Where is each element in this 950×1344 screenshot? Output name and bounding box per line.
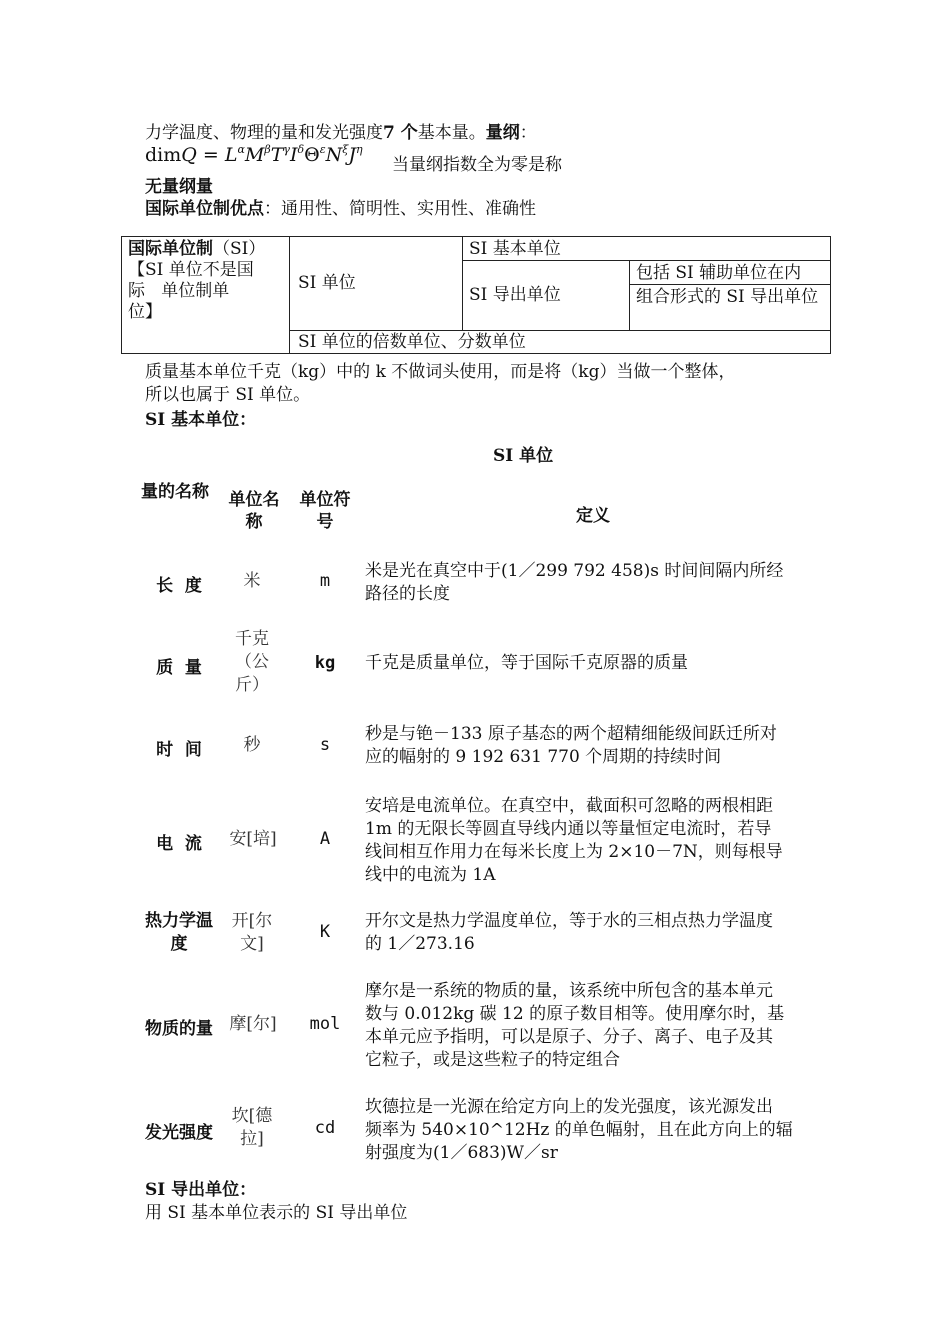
unit-name-line: （公 [235, 652, 269, 672]
formula-exp-delta: δ [297, 143, 305, 156]
dimensionless-term: 无量纲量 [145, 177, 213, 197]
formula-exp-epsilon: ε [319, 143, 326, 156]
table-caption: SI 单位 [493, 446, 554, 466]
unit-name [222, 910, 282, 956]
kg-note-line-1: 质量基本单位千克（kg）中的 k 不做词头使用，而是将（kg）当做一个整体， [145, 362, 736, 382]
quantity-name-line: 度 [170, 934, 188, 954]
unit-name-line: 斤） [235, 675, 269, 695]
formula-term-m: M [244, 144, 265, 166]
framework-note-1: 【SI 单位不是国 [128, 260, 254, 280]
definition-line: 坎德拉是一光源在给定方向上的发光强度，该光源发出 [365, 1097, 773, 1117]
si-units-label: SI 单位 [298, 273, 356, 293]
header-symbol [292, 489, 358, 533]
formula-term-j: J [348, 144, 356, 166]
quantity-name-line: 热力学温 [145, 911, 213, 931]
header-quantity: 量的名称 [141, 482, 209, 502]
dimension-formula [145, 143, 363, 166]
definition-line: 它粒子，或是这些粒子的特定组合 [365, 1050, 620, 1070]
formula-term-n: N [325, 144, 343, 166]
quantity-name: 质 量 [156, 658, 202, 678]
unit-definition [365, 980, 827, 1072]
kg-note-line-2: 所以也属于 SI 单位。 [145, 385, 311, 405]
base-units-heading: SI 基本单位： [145, 410, 257, 430]
table-row [140, 722, 830, 772]
formula-prefix: dim [145, 144, 182, 166]
formula-q: Q [181, 144, 197, 166]
formula-exp-gamma: γ [283, 143, 290, 156]
dimension-colon: ： [519, 123, 537, 143]
definition-line: 的 1／273.16 [365, 934, 475, 954]
advantages-label: 国际单位制优点 [145, 199, 264, 219]
header-definition: 定义 [576, 506, 610, 526]
definition-line: 摩尔是一系统的物质的量，该系统中所包含的基本单元 [365, 981, 773, 1001]
header-symbol-1: 单位符 [299, 490, 351, 510]
dimension-label: 量纲 [485, 123, 520, 143]
unit-symbol: m [319, 571, 331, 591]
unit-name: 安[培] [229, 829, 277, 849]
unit-name: 摩[尔] [229, 1014, 277, 1034]
advantages-text: ：通用性、简明性、实用性、准确性 [264, 199, 536, 219]
unit-name [222, 628, 282, 697]
header-unit-name-2: 称 [245, 512, 263, 532]
formula-exp-alpha: α [237, 143, 245, 156]
table-row [140, 628, 830, 700]
unit-symbol: mol [309, 1014, 341, 1034]
formula-note: 当量纲指数全为零是称 [392, 155, 562, 175]
formula-term-theta: Θ [304, 144, 320, 166]
definition-line: 1m 的无限长等圆直导线内通以等量恒定电流时，若导 [365, 819, 772, 839]
derived-combined-cell [630, 285, 830, 331]
header-unit-name-1: 单位名 [228, 490, 280, 510]
unit-name-line: 开[尔 [231, 911, 273, 931]
unit-symbol: A [319, 829, 331, 849]
definition-line: 射强度为(1／683)W／sr [365, 1143, 558, 1163]
unit-definition [365, 560, 827, 606]
framework-title-bold: 国际单位制 [128, 239, 213, 259]
advantages-line [145, 194, 536, 219]
unit-definition [365, 795, 827, 887]
multiples-cell [290, 331, 830, 353]
quantity-name: 电 流 [156, 834, 202, 854]
unit-name-line: 千克 [235, 629, 269, 649]
definition-line: 秒是与铯－133 原子基态的两个超精细能级间跃迁所对 [365, 724, 777, 744]
definition-line: 频率为 540×10^12Hz 的单色幅射，且在此方向上的辐 [365, 1120, 793, 1140]
unit-symbol: K [319, 922, 331, 942]
unit-name [222, 1105, 282, 1151]
definition-line: 米是光在真空中于(1／299 792 458)s 时间间隔内所经 [365, 561, 784, 581]
quantity-name: 物质的量 [145, 1019, 213, 1039]
quantity-name: 长 度 [156, 576, 202, 596]
formula-exp-xi: ξ [342, 143, 349, 156]
framework-note-2: 际 单位制单 [128, 281, 230, 301]
definition-line: 路径的长度 [365, 584, 450, 604]
derived-combined-text: 组合形式的 SI 导出单位 [636, 287, 819, 307]
si-base-label: SI 基本单位 [469, 239, 561, 259]
table-row [140, 795, 830, 889]
formula-equals: = [196, 144, 225, 166]
seven-count: 7 个 [383, 123, 418, 143]
definition-line: 线间相互作用力在每米长度上为 2×10－7N，则每根导 [365, 842, 783, 862]
formula-term-i: I [290, 144, 298, 166]
definition-line: 数与 0.012kg 碳 12 的原子数目相等。使用摩尔时，基 [365, 1004, 785, 1024]
table-row [140, 558, 830, 608]
si-framework-table [121, 236, 831, 354]
framework-title-rest: （SI） [213, 239, 266, 259]
definition-line: 开尔文是热力学温度单位，等于水的三相点热力学温度 [365, 911, 773, 931]
unit-definition [365, 910, 827, 956]
unit-symbol: kg [314, 653, 336, 673]
unit-symbol: s [319, 735, 331, 755]
header-unit-name [222, 489, 286, 533]
formula-term-t: T [270, 144, 284, 166]
formula-exp-eta: η [355, 143, 363, 156]
derived-supplementary-text: 包括 SI 辅助单位在内 [636, 263, 802, 283]
intro-line [145, 118, 537, 143]
si-base-cell [463, 237, 830, 261]
derived-supplementary-cell [630, 261, 830, 285]
quantity-name: 时 间 [156, 740, 202, 760]
unit-name: 米 [243, 571, 261, 591]
multiples-label: SI 单位的倍数单位、分数单位 [298, 332, 526, 352]
unit-name-line: 坎[德 [231, 1106, 273, 1126]
definition-line: 线中的电流为 1A [365, 865, 496, 885]
intro-text-2: 基本量。 [417, 123, 486, 143]
si-derived-cell [463, 261, 630, 331]
unit-definition [365, 723, 827, 769]
derived-units-text: 用 SI 基本单位表示的 SI 导出单位 [145, 1203, 408, 1223]
definition-line: 安培是电流单位。在真空中，截面积可忽略的两根相距 [365, 796, 773, 816]
table-row [140, 910, 830, 958]
formula-exp-beta: β [264, 143, 271, 156]
framework-title [128, 239, 283, 260]
unit-symbol: cd [314, 1118, 336, 1138]
header-symbol-2: 号 [316, 512, 334, 532]
framework-left-cell [122, 237, 290, 353]
table-row [140, 980, 830, 1074]
unit-definition [365, 1096, 827, 1165]
intro-text: 力学温度、物理的量和发光强度 [145, 123, 383, 143]
unit-definition [365, 652, 827, 675]
formula-term-l: L [224, 144, 238, 166]
si-derived-label: SI 导出单位 [469, 285, 561, 305]
unit-name: 秒 [243, 735, 261, 755]
unit-name-line: 拉] [240, 1129, 264, 1149]
table-row [140, 1096, 830, 1166]
definition-line: 本单元应予指明，可以是原子、分子、离子、电子及其 [365, 1027, 773, 1047]
framework-note-3: 位】 [128, 302, 162, 322]
quantity-name [138, 910, 220, 956]
derived-units-heading: SI 导出单位： [145, 1180, 257, 1200]
definition-line: 千克是质量单位，等于国际千克原器的质量 [365, 653, 688, 673]
si-units-cell [290, 237, 463, 331]
unit-name-line: 文] [240, 934, 264, 954]
definition-line: 应的幅射的 9 192 631 770 个周期的持续时间 [365, 747, 722, 767]
quantity-name: 发光强度 [145, 1123, 213, 1143]
